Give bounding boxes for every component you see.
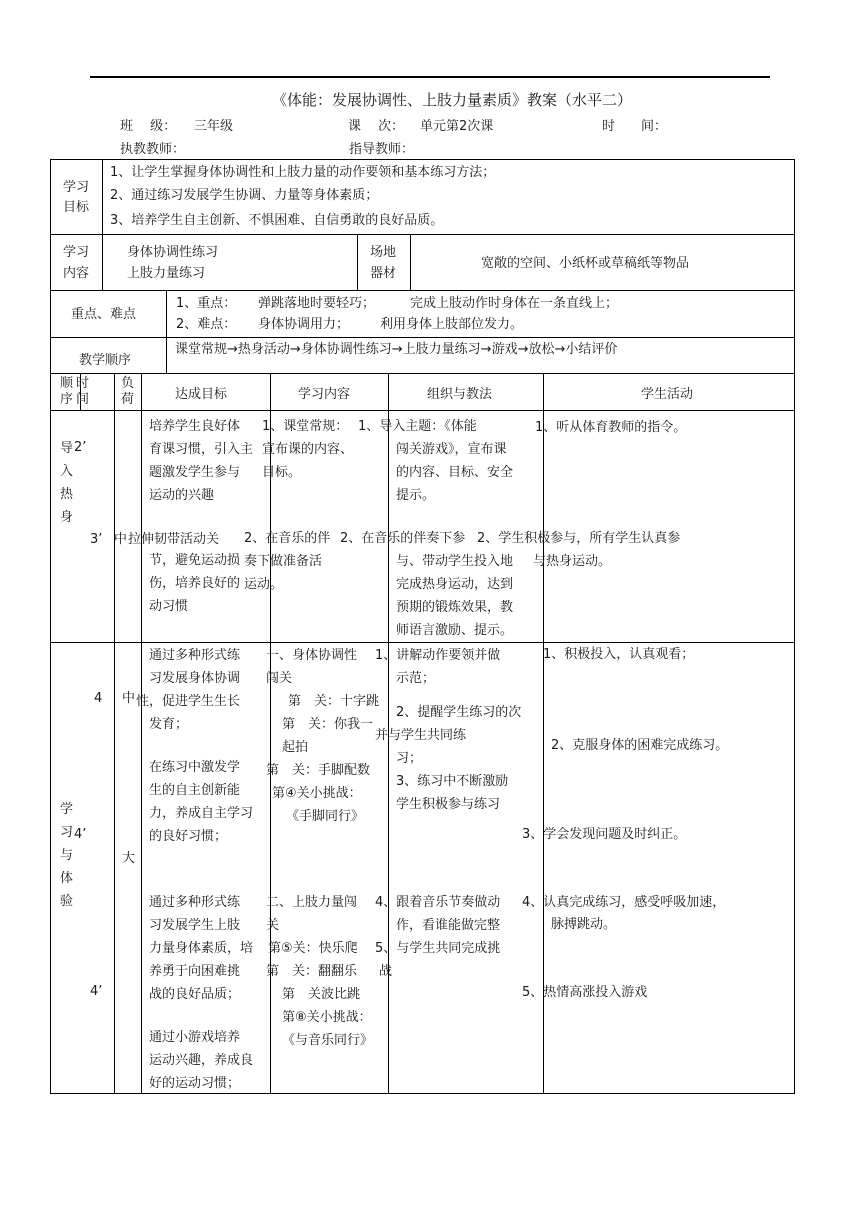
keypoints-label: 重点、难点 — [71, 307, 137, 322]
section2-goal: 通过小游戏培养 运动兴趣，养成良 好的运动习惯； — [149, 1030, 254, 1091]
section2-time: 4’ — [90, 984, 103, 999]
section1-goal: 培养学生良好体 育课习惯，引入主 题激发学生参与 运动的兴趣 — [149, 419, 254, 503]
venue-label: 器材 — [370, 266, 397, 281]
section1-goal: 拉伸韧带活动关 — [128, 532, 220, 547]
section2-load: 中 — [122, 691, 136, 706]
section2-load: 大 — [122, 851, 136, 866]
section2-student: 3、学会发现问题及时纠正。 — [522, 827, 687, 842]
section2-learning: 二、上肢力量闯 关 第⑤关：快乐爬 第 关：翻翻乐 第 关波比跳 第⑧关小挑战： 《与音乐同行》 — [266, 895, 374, 1048]
keypoint-text: 完成上肢动作时身体在一条直线上； — [410, 296, 619, 311]
section1-organization: 2、在音乐的伴奏下参 与、带动学生投入地 完成热身运动，达到 预期的锻炼效果，教 师语言激励、提示。 — [340, 531, 514, 638]
class-value: 三年级 — [194, 119, 234, 134]
section2-goal: 通过多种形式练 习发展学生上肢 力量身体素质，培 养勇于向困难挑 战的良好品质； — [149, 895, 254, 1002]
objective-item: 2、通过练习发展学生协调、力量等身体素质； — [110, 188, 379, 203]
section2-goal: 在练习中激发学 生的自主创新能 力，养成自主学习 的良好习惯； — [149, 760, 254, 844]
section1-student: 2、学生积极参与，所有学生认真参 与热身运动。 — [477, 531, 681, 569]
section1-organization: 1、导入主题：《体能 闯关游戏》，宣布课 的内容、目标、安全 提示。 — [358, 419, 514, 503]
section1-learning: 2、在音乐的伴 奏下做准备活 运动。 — [244, 531, 331, 592]
objectives-label: 学习 — [63, 180, 90, 195]
section1-stage: 导 入 热 身 — [60, 441, 74, 525]
header-load: 负 — [121, 376, 135, 391]
keypoint-text: 弹跳落地时要轻巧； — [258, 296, 376, 311]
section1-goal: 节，避免运动损 伤，培养良好的 动习惯 — [149, 553, 241, 614]
header-load: 荷 — [121, 392, 135, 407]
section1-learning: 1、课堂常规： 宣布课的内容、 目标。 — [262, 419, 354, 480]
objectives-label: 目标 — [63, 200, 90, 215]
keypoint-text: 利用身体上肢部位发力。 — [380, 317, 524, 332]
section2-stage: 学 习 与 体 验 — [60, 802, 74, 909]
section2-time: 4 — [94, 691, 103, 706]
section2-student: 4、认真完成练习，感受呼吸加速， — [522, 895, 726, 910]
header-order: 序 — [60, 392, 74, 407]
keypoint-text: 1、重点： — [176, 296, 237, 311]
section2-organization: 1、讲解动作要领并做 示范； 2、提醒学生练习的次 并与学生共同练 习； 3、练习中不断激励 学生积极参与练习 — [375, 648, 522, 812]
header-order: 顺 — [60, 376, 74, 391]
section1-load: 中 — [114, 532, 128, 547]
content-item: 上肢力量练习 — [127, 266, 206, 281]
section1-student: 1、听从体育教师的指令。 — [535, 420, 687, 435]
header-goal: 达成目标 — [175, 387, 228, 402]
section2-student: 1、积极投入，认真观看； — [543, 647, 695, 662]
keypoint-text: 身体协调用力； — [258, 317, 350, 332]
content-item: 身体协调性练习 — [127, 245, 219, 260]
header-time: 间 — [76, 392, 90, 407]
venue-value: 宽敞的空间、小纸杯或草稿纸等物品 — [481, 256, 690, 271]
header-time: 时 — [76, 376, 90, 391]
content-label: 学习 — [63, 245, 90, 260]
time-label: 时 间： — [602, 119, 668, 134]
supervisor-label: 指导教师： — [349, 142, 415, 157]
page-title: 《体能：发展协调性、上肢力量素质》教案（水平二） — [272, 91, 633, 109]
objective-item: 1、让学生掌握身体协调性和上肢力量的动作要领和基本练习方法； — [110, 165, 496, 180]
section1-time: 2’ — [74, 440, 87, 455]
header-student: 学生活动 — [641, 387, 694, 402]
header-learning: 学习内容 — [298, 387, 351, 402]
lesson-label: 课 次： — [348, 119, 405, 134]
section2-organization: 4、跟着音乐节奏做动 作，看谁能做完整 5、与学生共同完成挑 战 — [375, 895, 501, 979]
section2-time: 4’ — [74, 827, 87, 842]
objective-item: 3、培养学生自主创新、不惧困难、自信勇敢的良好品质。 — [110, 213, 444, 228]
keypoint-text: 2、难点： — [176, 317, 237, 332]
sequence-value: 课堂常规→热身活动→身体协调性练习→上肢力量练习→游戏→放松→小结评价 — [175, 342, 618, 357]
lesson-value: 单元第2次课 — [420, 119, 494, 134]
section1-time: 3’ — [90, 532, 103, 547]
class-label: 班 级： — [120, 119, 177, 134]
teacher-label: 执教教师： — [120, 142, 186, 157]
venue-label: 场地 — [370, 245, 397, 260]
top-rule — [90, 76, 770, 78]
section2-goal: 通过多种形式练 习发展身体协调 性，促进学生生长 发育； — [136, 648, 241, 732]
content-label: 内容 — [63, 266, 90, 281]
header-organization: 组织与教法 — [427, 387, 493, 402]
section2-learning: 一、身体协调性 闯关 第 关：十字跳 第 关：你我一 起拍 第 关：手脚配数 第④关小挑战： 《手脚同行》 — [266, 648, 380, 824]
section2-student: 5、热情高涨投入游戏 — [522, 985, 648, 1000]
sequence-label: 教学顺序 — [79, 353, 132, 368]
section2-student: 脉搏跳动。 — [551, 917, 617, 932]
section2-student: 2、克服身体的困难完成练习。 — [551, 738, 729, 753]
